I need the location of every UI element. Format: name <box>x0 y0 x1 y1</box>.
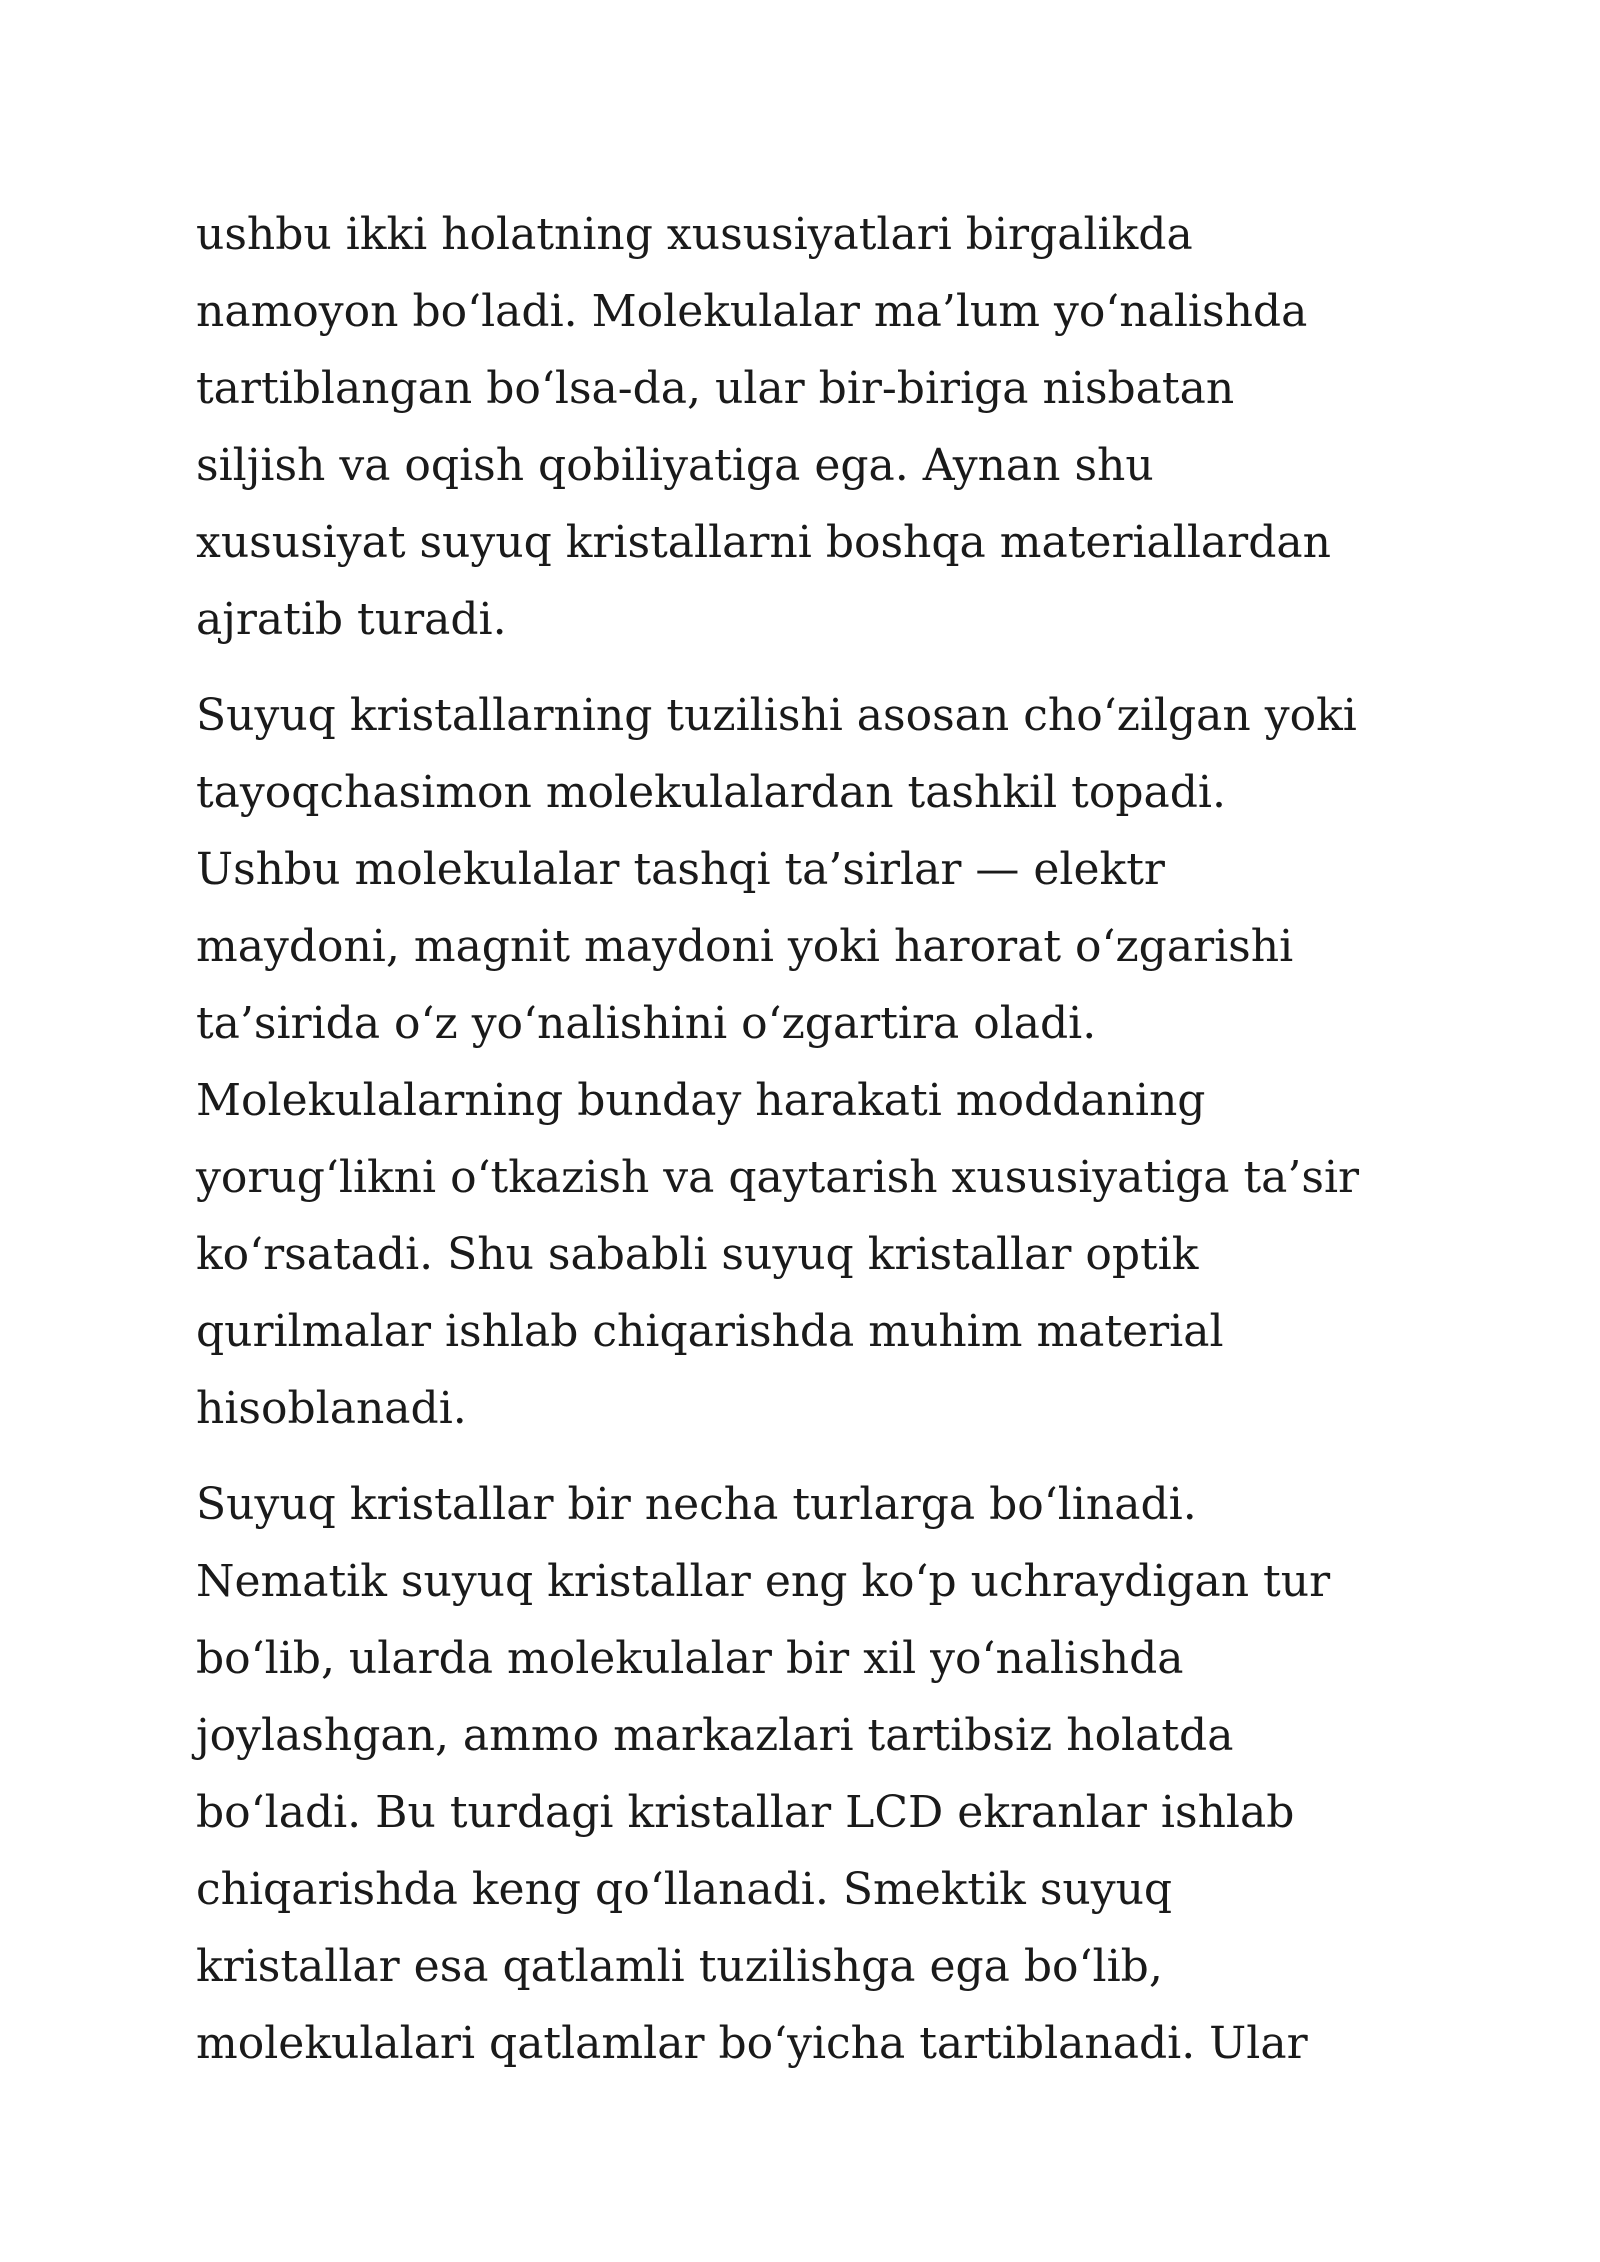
paragraph-2: Suyuq kristallarning tuzilishi asosan cho‘zilgan yoki tayoqchasimon molekulalardan tashkil topadi. Ushbu molekulalar tashqi ta’sirlar — elektr maydoni, magnit maydoni yoki harorat o‘zgarishi ta’sirida o‘z yo‘nalishini o‘zgartira oladi. Molekulalarning bunday harakati moddaning yorug‘likni o‘tkazish va qaytarish xususiyatiga ta’sir ko‘rsatadi. Shu sababli suyuq kristallar optik qurilmalar ishlab chiqarishda muhim material hisoblanadi. <box>196 690 1360 1434</box>
paragraph-1: ushbu ikki holatning xususiyatlari birgalikda namoyon bo‘ladi. Molekulalar ma’lum yo‘nalishda tartiblangan bo‘lsa-da, ular bir-biriga nisbatan siljish va oqish qobiliyatiga ega. Aynan shu xususiyat suyuq kristallarni boshqa materiallardan ajratib turadi. <box>196 209 1331 645</box>
document-page <box>196 196 1436 2082</box>
paragraph-3: Suyuq kristallar bir necha turlarga bo‘linadi. Nematik suyuq kristallar eng ko‘p uchraydigan tur bo‘lib, ularda molekulalar bir xil yo‘nalishda joylashgan, ammo markazlari tartibsiz holatda bo‘ladi. Bu turdagi kristallar LCD ekranlar ishlab chiqarishda keng qo‘llanadi. Smektik suyuq kristallar esa qatlamli tuzilishga ega bo‘lib, molekulalari qatlamlar bo‘yicha tartiblanadi. Ular <box>196 1479 1331 2069</box>
